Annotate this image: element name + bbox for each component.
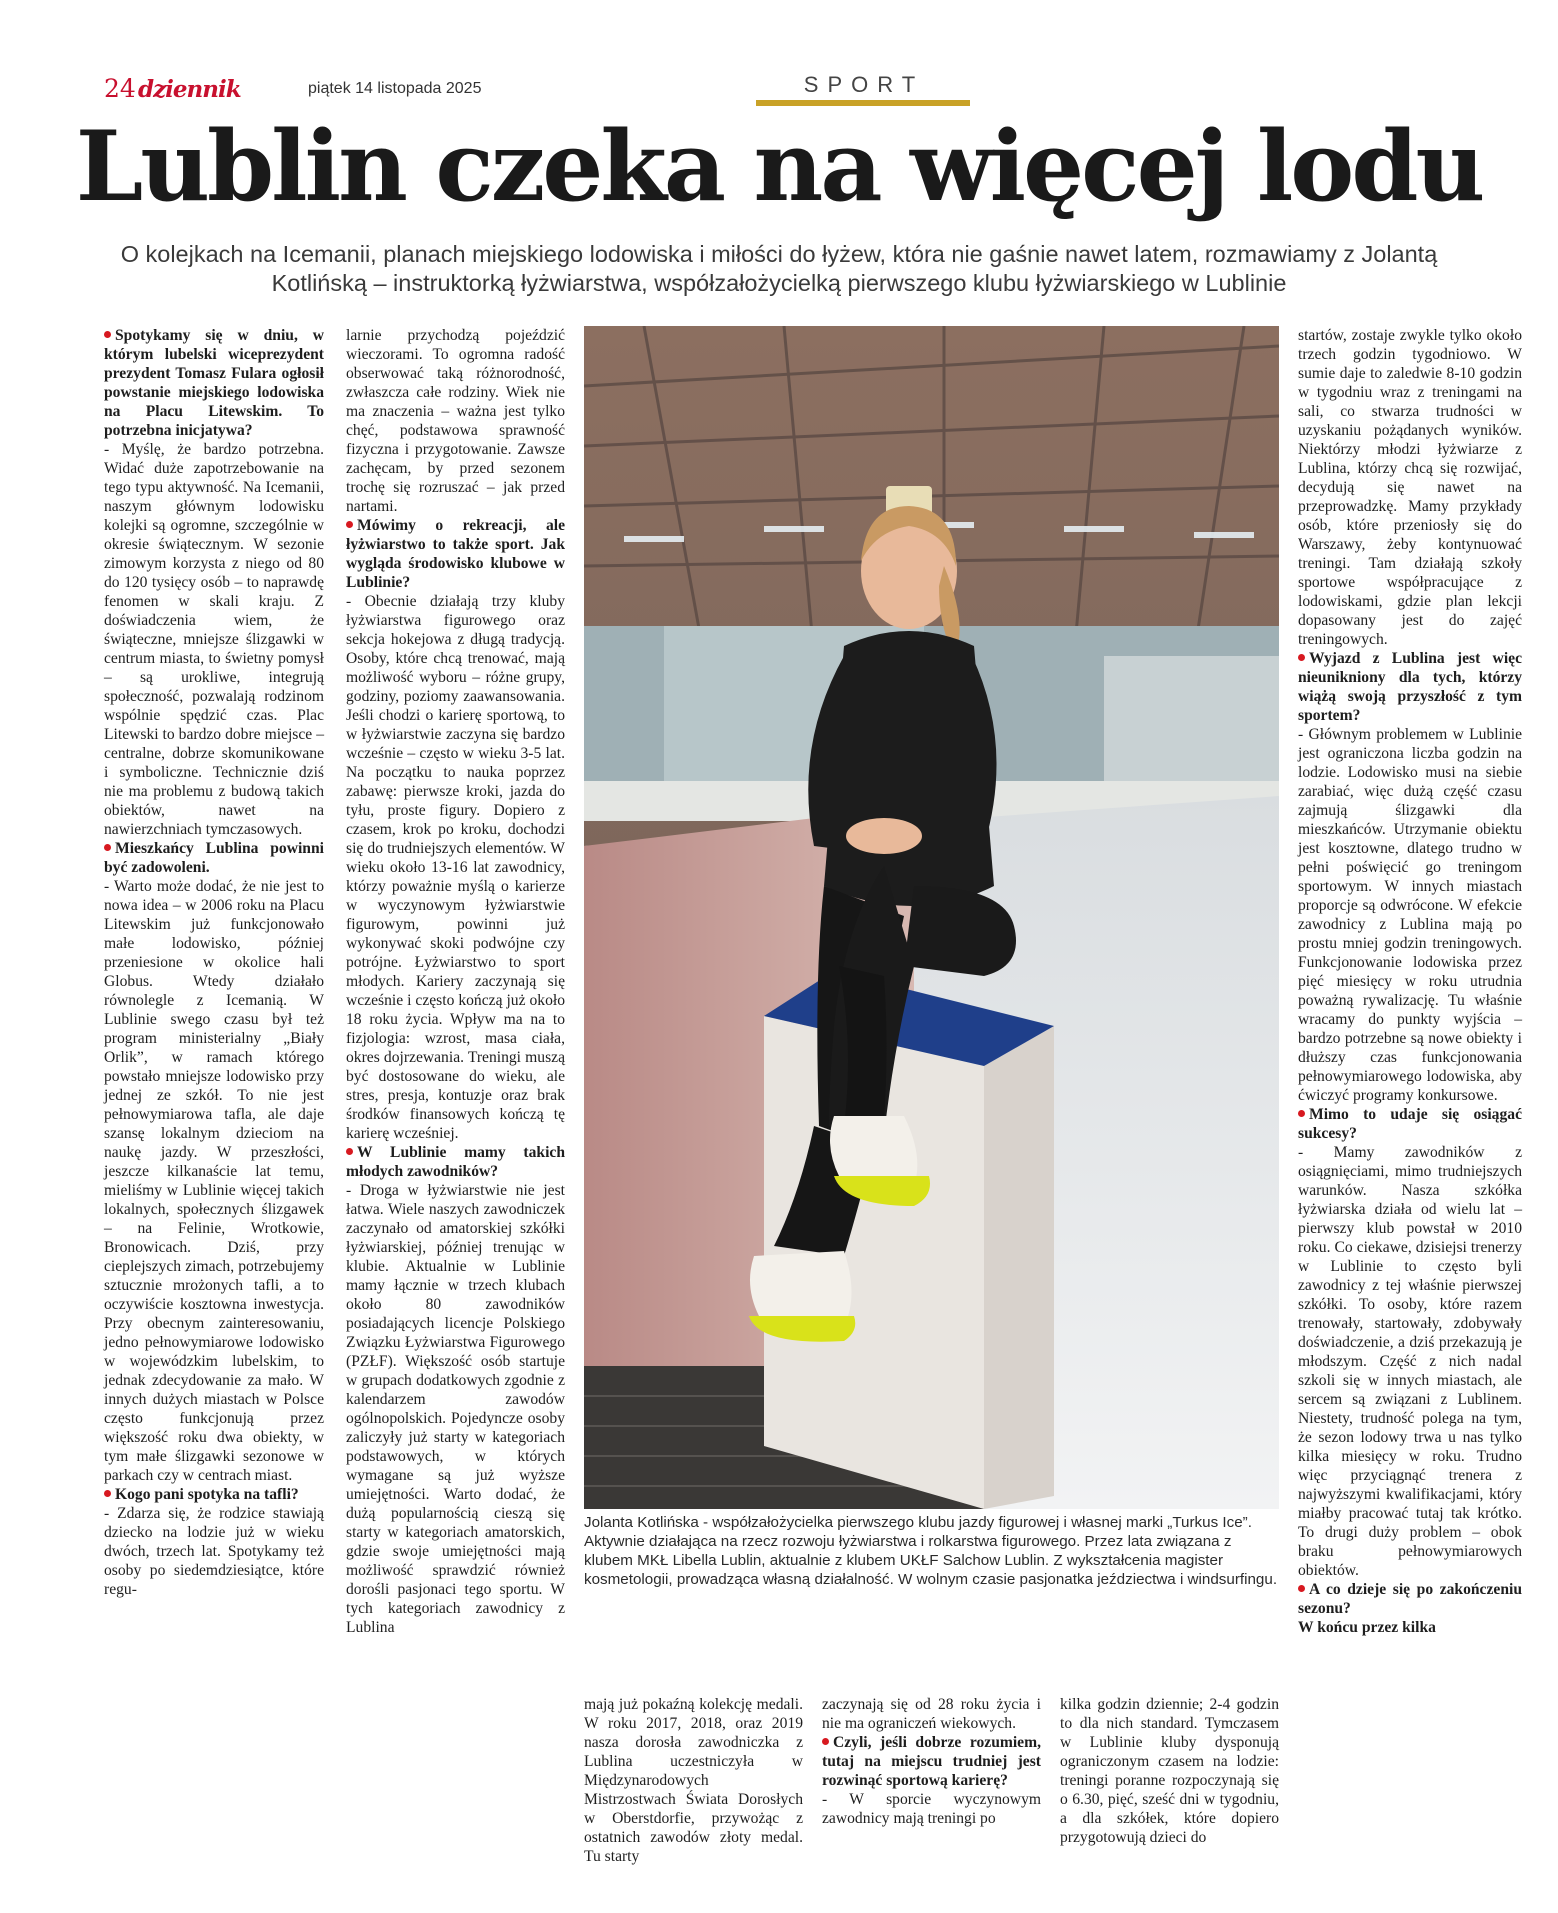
text-column-5	[1060, 1695, 1279, 1847]
interview-answer: zaczynają się od 28 roku życia i nie ma ograniczeń wiekowych.	[822, 1696, 1041, 1732]
article-lead: O kolejkach na Icemanii, planach miejskiego lodowiska i miłości do łyżew, która nie gaśnie nawet latem, rozmawiamy z Jolantą Kotlińską – instruktorką łyżwiarstwa, współzałożycielką pierwszego klubu łyżwiarskiego w Lublinie	[120, 241, 1438, 296]
page-number: 24	[104, 74, 136, 103]
question-bullet-icon	[1298, 1585, 1305, 1592]
interview-answer: - Warto może dodać, że nie jest to nowa idea – w 2006 roku na Placu Litewskim już funkcjonowało małe lodowisko, później przeniesione w okolice hali Globus. Wtedy działało równolegle z Icemanią. W Lublinie swego czasu był też program ministerialny „Biały Orlik”, w ramach którego powstało mniejsze lodowisko przy jednej ze szkół. To nie jest pełnowymiarowa tafla, ale daje szansę lokalnym dzieciom na naukę jazdy. W przeszłości, jeszcze kilkanaście lat temu, mieliśmy w Lublinie więcej takich lokalnych, społecznych ślizgawek – na Felinie, Wrotkowie, Bronowicach. Dziś, przy cieplejszych zimach, potrzebujemy sztucznie mrożonych tafli, a to oczywiście kosztowna inwestycja. Przy obecnym zainteresowaniu, jedno pełnowymiarowe lodowisko w wojewódzkim lubelskim, to jednak zdecydowanie za mało. W innych dużych miastach w Polsce często funkcjonują przez większość roku dwa obiekty, w tym małe ślizgawki sezonowe w parkach czy w centrach miast.	[104, 878, 324, 1484]
issue-date: piątek 14 listopada 2025	[308, 80, 482, 97]
interview-question: Mieszkańcy Lublina powinni być zadowoleni.	[104, 840, 324, 876]
text-column-1	[104, 326, 324, 1599]
article-headline: Lublin czeka na więcej lodu	[75, 110, 1483, 223]
page-header	[104, 74, 1454, 108]
interview-answer: - Droga w łyżwiarstwie nie jest łatwa. Wiele naszych zawodniczek zaczynało od amatorskiej szkółki łyżwiarskiej, później trenując w klubie. Aktualnie w Lublinie mamy łącznie w trzech klubach około 80 zawodników posiadających licencje Polskiego Związku Łyżwiarstwa Figurowego (PZŁF). Większość osób startuje w grupach dodatkowych zgodnie z kalendarzem zawodów ogólnopolskich. Pojedyncze osoby zaliczyły już starty w kategoriach podstawowych, w których wymagane są już wyższe umiejętności. Warto dodać, że dużą popularnością cieszą się starty w kategoriach amatorskich, gdzie swoje umiejętności mają możliwość sprawdzić również dorośli pasjonaci tego sportu. W tych kategoriach zawodnicy z Lublina	[346, 1182, 565, 1636]
interview-question: W końcu przez kilka	[1298, 1619, 1436, 1636]
skater-photo-illustration	[584, 326, 1279, 1509]
interview-question: A co dzieje się po zakończeniu sezonu?	[1298, 1581, 1522, 1617]
interview-question: Wyjazd z Lublina jest więc nieunikniony dla tych, którzy wiążą swoją przyszłość z tym sportem?	[1298, 650, 1522, 724]
newspaper-logo: dziennik	[138, 76, 241, 103]
question-bullet-icon	[104, 844, 111, 851]
text-column-4	[822, 1695, 1041, 1828]
question-bullet-icon	[1298, 1110, 1305, 1117]
photo-caption: Jolanta Kotlińska - współzałożycielka pierwszego klubu jazdy figurowej i własnej marki „Turkus Ice”. Aktywnie działająca na rzecz rozwoju łyżwiarstwa i rolkarstwa figurowego. Przez lata związana z klubem MKŁ Libella Lublin, aktualnie z klubem UKŁF Salchow Lublin. Z wykształcenia magister kosmetologii, prowadząca własną działalność. W wolnym czasie pasjonatka jeździectwa i windsurfingu.	[584, 1514, 1278, 1588]
interview-answer: mają już pokaźną kolekcję medali. W roku 2017, 2018, oraz 2019 nasza dorosła zawodniczka z Lublina uczestniczyła w Międzynarodowych Mistrzostwach Świata Dorosłych w Oberstdorfie, przywożąc z ostatnich zawodów złoty medal. Tu starty	[584, 1696, 803, 1865]
interview-answer: - Zdarza się, że rodzice stawiają dziecko na lodzie już w wieku dwóch, trzech lat. Spotykamy też osoby po siedemdziesiątce, które regu-	[104, 1505, 324, 1598]
article-photo	[584, 326, 1279, 1509]
interview-answer: - Obecnie działają trzy kluby łyżwiarstwa figurowego oraz sekcja hokejowa z długą tradycją. Osoby, które chcą trenować, mają możliwość wyboru – różne grupy, godziny, poziomy zaawansowania. Jeśli chodzi o karierę sportową, to w łyżwiarstwie zaczyna się bardzo wcześnie – często w wieku 3-5 lat. Na początku to nauka poprzez zabawę: pierwsze kroki, jazda do tyłu, proste figury. Dopiero z czasem, krok po kroku, dochodzi się do trudniejszych elementów. W wieku około 13-16 lat zawodnicy, którzy poważnie myślą o karierze w wyczynowym łyżwiarstwie figurowym, powinni już wykonywać skoki podwójne czy potrójne. Łyżwiarstwo to sport młodych. Kariery zaczynają się wcześnie i często kończą już około 18 roku życia. Wpływ ma na to fizjologia: wzrost, masa ciała, okres dojrzewania. Treningi muszą być dostosowane do wieku, ale stres, presja, kontuzje oraz brak środków finansowych kończą tę karierę wcześniej.	[346, 593, 565, 1142]
interview-question: Mówimy o rekreacji, ale łyżwiarstwo to także sport. Jak wygląda środowisko klubowe w Lublinie?	[346, 517, 565, 591]
question-bullet-icon	[822, 1738, 829, 1745]
interview-answer: - Myślę, że bardzo potrzebna. Widać duże zapotrzebowanie na tego typu aktywność. Na Icemanii, naszym głównym lodowisku kolejki są ogromne, szczególnie w okresie świątecznym. W sezonie zimowym korzysta z niego od 80 do 120 tysięcy osób – to naprawdę fenomen w skali kraju. Z doświadczenia wiem, że świąteczne, mniejsze ślizgawki w centrum miasta, to świetny pomysł – są urokliwe, integrują społeczność, pozwalają rodzinom wspólnie spędzić czas. Plac Litewski to bardzo dobre miejsce – centralne, dobrze skomunikowane i symboliczne. Technicznie dziś nie ma problemu z budową takich obiektów, nawet na nawierzchniach tymczasowych.	[104, 441, 324, 838]
question-bullet-icon	[104, 1490, 111, 1497]
question-bullet-icon	[1298, 654, 1305, 661]
interview-answer: - Głównym problemem w Lublinie jest ograniczona liczba godzin na lodzie. Lodowisko musi na siebie zarabiać, więc dużą część czasu zajmują ślizgawki dla mieszkańców. Utrzymanie obiektu jest kosztowne, dlatego trudno w pełni poświęcić go treningom sportowym. W innych miastach proporcje są odwrócone. W efekcie zawodnicy z Lublina mają po prostu mniej godzin treningowych. Funkcjonowanie lodowiska przez pięć miesięcy w roku utrudnia poważną rywalizację. Tu właśnie wracamy do punkty wyjścia – bardzo potrzebne są nowe obiekty i dłuższy czas funkcjonowania pełnowymiarowego lodowiska, aby ćwiczyć programy konkursowe.	[1298, 726, 1522, 1104]
interview-question: Spotykamy się w dniu, w którym lubelski wiceprezydent prezydent Tomasz Fulara ogłosił powstanie miejskiego lodowiska na Placu Litewskim. To potrzebna inicjatywa?	[104, 327, 324, 439]
interview-answer: - Mamy zawodników z osiągnięciami, mimo trudniejszych warunków. Nasza szkółka łyżwiarska działa od wielu lat – pierwszy klub powstał w 2010 roku. Co ciekawe, dzisiejsi trenerzy w Lublinie to często byli zawodnicy z tej właśnie pierwszej szkółki. To osoby, które razem trenowały, startowały, zdobywały doświadczenie, a dziś przekazują je młodszym. Część z nich nadal szkoli się w innych miastach, ale sercem są związani z Lublinem. Niestety, trudność polega na tym, że sezon lodowy trwa u nas tylko kilka miesięcy w roku. Trudno więc przyciągnąć trenera z najwyższymi kwalifikacjami, który miałby pracować tutaj tak krótko. To drugi duży problem – obok braku pełnowymiarowych obiektów.	[1298, 1144, 1522, 1579]
interview-answer: larnie przychodzą pojeździć wieczorami. To ogromna radość obserwować taką różnorodność, zwłaszcza całe rodziny. Wiek nie ma znaczenia – ważna jest tylko chęć, podstawowa sprawność fizyczna i przygotowanie. Zawsze zachęcam, by przed sezonem trochę się rozruszać – jak przed nartami.	[346, 327, 565, 515]
interview-answer: kilka godzin dziennie; 2-4 godzin to dla nich standard. Tymczasem w Lublinie kluby dysponują ograniczonym czasem na lodzie: treningi poranne rozpoczynają się o 6.30, pięć, sześć dni w tygodniu, a dla szkółek, które dopiero przygotowują dzieci do	[1060, 1696, 1279, 1846]
interview-answer: startów, zostaje zwykle tylko około trzech godzin tygodniowo. W sumie daje to zaledwie 8-10 godzin w tygodniu wraz z treningami na sali, co stwarza trudności w uzyskaniu pożądanych wyników. Niektórzy młodzi łyżwiarze z Lublina, którzy chcą się rozwijać, decydują się nawet na przeprowadzkę. Mamy przykłady osób, które przeniosły się do Warszawy, żeby kontynuować treningi. Tam działają szkoły sportowe współpracujące z lodowiskami, gdzie plan lekcji dopasowany jest do zajęć treningowych.	[1298, 327, 1522, 648]
question-bullet-icon	[346, 1148, 353, 1155]
section-label: SPORT	[803, 72, 925, 97]
interview-answer: - W sporcie wyczynowym zawodnicy mają treningi po	[822, 1791, 1041, 1827]
interview-question: W Lublinie mamy takich młodych zawodników?	[346, 1144, 565, 1180]
question-bullet-icon	[346, 521, 353, 528]
interview-question: Mimo to udaje się osiągać sukcesy?	[1298, 1106, 1522, 1142]
interview-question: Czyli, jeśli dobrze rozumiem, tutaj na miejscu trudniej jest rozwinąć sportową karierę?	[822, 1734, 1041, 1789]
section-underline	[756, 100, 970, 106]
text-column-6	[1298, 326, 1522, 1637]
text-column-3	[584, 1695, 803, 1866]
text-column-2	[346, 326, 565, 1637]
question-bullet-icon	[104, 331, 111, 338]
interview-question: Kogo pani spotyka na tafli?	[104, 1485, 324, 1504]
